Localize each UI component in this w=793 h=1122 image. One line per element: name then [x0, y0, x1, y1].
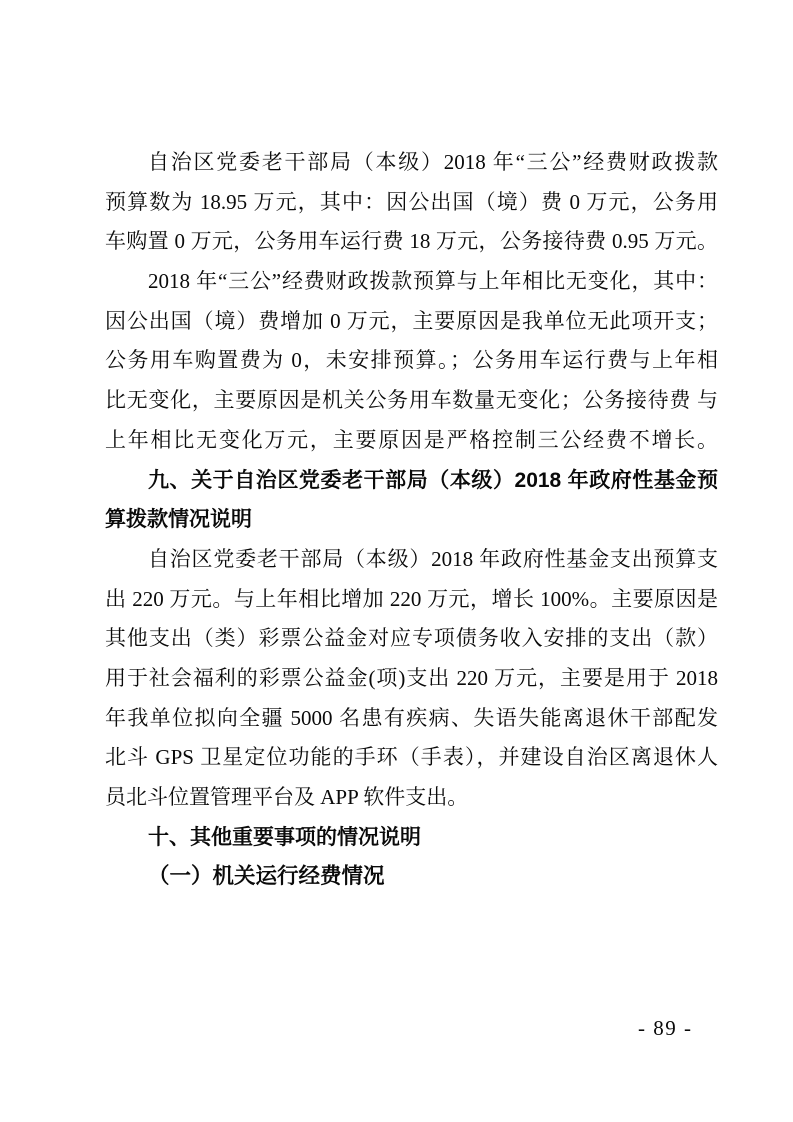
- paragraph-line: 比无变化，主要原因是机关公务用车数量无变化；公务接待费 与: [105, 388, 718, 413]
- paragraph-line: 年我单位拟向全疆 5000 名患有疾病、失语失能离退休干部配发: [105, 705, 718, 730]
- page-number: - 89 -: [638, 1016, 693, 1040]
- document-body: [105, 143, 718, 897]
- section-heading-line: 九、关于自治区党委老干部局（本级）2018 年政府性基金预: [148, 468, 718, 492]
- paragraph-line: 上年相比无变化万元，主要原因是严格控制三公经费不增长。: [105, 427, 718, 452]
- paragraph-line: 北斗 GPS 卫星定位功能的手环（手表），并建设自治区离退休人: [105, 745, 718, 770]
- paragraph-line: 用于社会福利的彩票公益金(项)支出 220 万元，主要是用于 2018: [105, 665, 718, 690]
- section-heading-line: 十、其他重要事项的情况说明: [148, 825, 421, 849]
- paragraph-line: 因公出国（境）费增加 0 万元，主要原因是我单位无此项开支；: [105, 308, 718, 333]
- paragraph-line: 自治区党委老干部局（本级）2018 年“三公”经费财政拨款: [148, 150, 718, 174]
- paragraph-line: 2018 年“三公”经费财政拨款预算与上年相比无变化，其中：: [148, 269, 718, 294]
- paragraph-line: 自治区党委老干部局（本级）2018 年政府性基金支出预算支: [148, 546, 718, 571]
- section-heading-line: 算拨款情况说明: [105, 508, 252, 532]
- paragraph-line: 出 220 万元。与上年相比增加 220 万元，增长 100%。主要原因是: [105, 586, 718, 611]
- paragraph-line: 车购置 0 万元，公务用车运行费 18 万元，公务接待费 0.95 万元。: [105, 229, 718, 254]
- subsection-heading-line: （一）机关运行经费情况: [148, 864, 385, 889]
- paragraph-line: 员北斗位置管理平台及 APP 软件支出。: [105, 785, 469, 809]
- paragraph-line: 公务用车购置费为 0，未安排预算。；公务用车运行费与上年相: [105, 348, 718, 373]
- paragraph-line: 预算数为 18.95 万元，其中：因公出国（境）费 0 万元，公务用: [105, 189, 718, 214]
- paragraph-line: 其他支出（类）彩票公益金对应专项债务收入安排的支出（款）: [105, 626, 718, 651]
